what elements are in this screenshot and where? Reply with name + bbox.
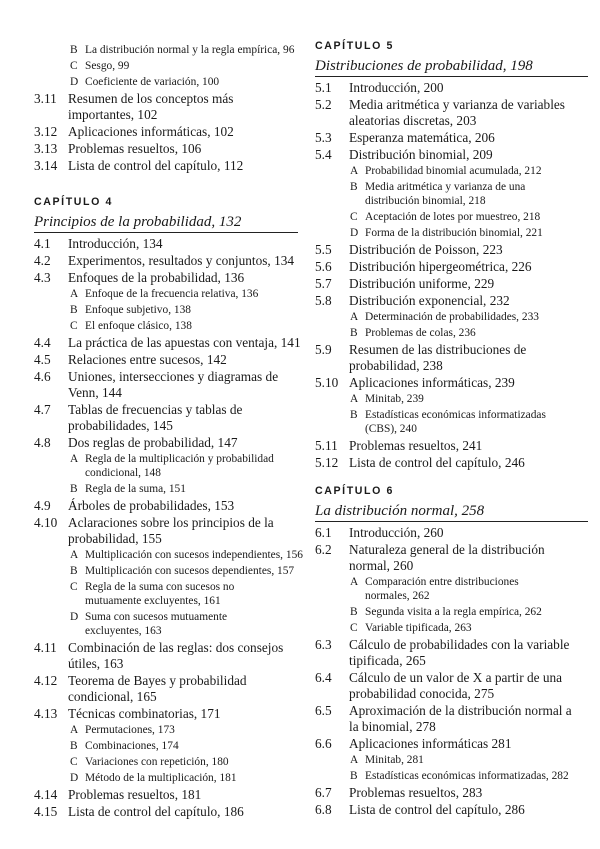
subsection-title: Probabilidad binomial acumulada, 212 — [365, 165, 542, 177]
section-number: 3.12 — [34, 124, 58, 139]
section-title: Experimentos, resultados y conjuntos, 134 — [68, 253, 295, 268]
subsection-title-cont: normales, 262 — [365, 590, 430, 602]
section-title-cont: probabilidad, 238 — [349, 358, 443, 373]
section-number: 6.5 — [315, 703, 332, 718]
section-title: Distribución de Poisson, 223 — [349, 242, 503, 257]
section-number: 5.5 — [315, 242, 332, 257]
subsection-letter: A — [70, 549, 79, 561]
section-number: 4.3 — [34, 270, 51, 285]
subsection-title: Minitab, 281 — [365, 754, 424, 766]
subsection-letter: B — [70, 565, 78, 577]
section-title: Distribución binomial, 209 — [349, 147, 493, 162]
section-number: 4.13 — [34, 706, 58, 721]
section-title-cont: aleatorias discretas, 203 — [349, 113, 477, 128]
subsection-letter: D — [70, 772, 79, 784]
section-title: Aplicaciones informáticas, 102 — [68, 124, 234, 139]
subsection-title: Minitab, 239 — [365, 393, 424, 405]
subsection-letter: B — [350, 327, 358, 339]
subsection-title: Segunda visita a la regla empírica, 262 — [365, 606, 542, 618]
subsection-title: Aceptación de lotes por muestreo, 218 — [365, 211, 541, 223]
section-title: Resumen de los conceptos más — [68, 91, 234, 106]
subsection-title-cont: condicional, 148 — [85, 467, 161, 479]
section-title: Aplicaciones informáticas, 239 — [349, 375, 515, 390]
subsection-title: Enfoque subjetivo, 138 — [85, 304, 191, 316]
section-number: 4.14 — [34, 787, 58, 802]
section-number: 6.2 — [315, 542, 332, 557]
section-title-cont: la binomial, 278 — [349, 719, 436, 734]
section-number: 6.1 — [315, 525, 332, 540]
section-title: Problemas resueltos, 181 — [68, 787, 202, 802]
section-number: 4.10 — [34, 515, 58, 530]
section-title: Relaciones entre sucesos, 142 — [68, 352, 227, 367]
subsection-letter: D — [70, 611, 79, 623]
subsection-title: Forma de la distribución binomial, 221 — [365, 227, 543, 239]
section-number: 5.9 — [315, 342, 332, 357]
subsection-letter: A — [350, 311, 359, 323]
section-number: 4.7 — [34, 402, 51, 417]
section-title: Tablas de frecuencias y tablas de — [68, 402, 243, 417]
section-title: Lista de control del capítulo, 112 — [68, 158, 244, 173]
section-number: 6.8 — [315, 802, 332, 817]
section-number: 4.4 — [34, 335, 51, 350]
subsection-title-cont: distribución binomial, 218 — [365, 195, 486, 207]
section-title-cont: condicional, 165 — [68, 689, 157, 704]
subsection-letter: B — [70, 44, 78, 56]
section-number: 4.9 — [34, 498, 51, 513]
chapter-label: CAPÍTULO 4 — [34, 196, 113, 208]
section-number: 6.3 — [315, 637, 332, 652]
subsection-title-cont: excluyentes, 163 — [85, 625, 162, 637]
section-number: 5.8 — [315, 293, 332, 308]
subsection-title: Comparación entre distribuciones — [365, 576, 519, 588]
section-number: 5.11 — [315, 438, 338, 453]
section-number: 3.11 — [34, 91, 57, 106]
section-title: Aproximación de la distribución normal a — [349, 703, 572, 718]
section-title-cont: probabilidades, 145 — [68, 418, 173, 433]
section-number: 4.6 — [34, 369, 51, 384]
subsection-title: Multiplicación con sucesos dependientes, 157 — [85, 565, 295, 577]
chapter-title: Distribuciones de probabilidad, 198 — [315, 58, 533, 74]
section-title: Cálculo de probabilidades con la variable — [349, 637, 570, 652]
subsection-letter: A — [70, 724, 79, 736]
section-title: Media aritmética y varianza de variables — [349, 97, 565, 112]
subsection-title: Suma con sucesos mutuamente — [85, 611, 228, 623]
chapter-label: CAPÍTULO 6 — [315, 485, 394, 497]
chapter-label: CAPÍTULO 5 — [315, 40, 394, 52]
subsection-title: Regla de la suma, 151 — [85, 483, 186, 495]
section-title: Teorema de Bayes y probabilidad — [68, 673, 247, 688]
chapter-rule — [34, 232, 298, 233]
section-number: 5.10 — [315, 375, 339, 390]
section-number: 6.4 — [315, 670, 332, 685]
subsection-title: Coeficiente de variación, 100 — [85, 76, 220, 88]
section-number: 5.7 — [315, 276, 332, 291]
subsection-letter: D — [70, 76, 79, 88]
subsection-title: Permutaciones, 173 — [85, 724, 175, 736]
subsection-title: Regla de la multiplicación y probabilidad — [85, 453, 274, 465]
subsection-title: Determinación de probabilidades, 233 — [365, 311, 539, 323]
subsection-title: Estadísticas económicas informatizadas, 282 — [365, 770, 569, 782]
section-title: Uniones, intersecciones y diagramas de — [68, 369, 279, 384]
section-title: Problemas resueltos, 106 — [68, 141, 202, 156]
subsection-title: Variaciones con repetición, 180 — [85, 756, 229, 768]
section-title: Resumen de las distribuciones de — [349, 342, 527, 357]
subsection-title: Regla de la suma con sucesos no — [85, 581, 235, 593]
section-title-cont: probabilidad, 155 — [68, 531, 162, 546]
section-title-cont: probabilidad conocida, 275 — [349, 686, 495, 701]
subsection-letter: B — [70, 483, 78, 495]
section-number: 5.6 — [315, 259, 332, 274]
section-number: 4.12 — [34, 673, 58, 688]
subsection-letter: B — [350, 181, 358, 193]
subsection-letter: C — [70, 756, 78, 768]
section-title: Cálculo de un valor de X a partir de una — [349, 670, 563, 685]
subsection-title: Sesgo, 99 — [85, 60, 130, 72]
section-title: Esperanza matemática, 206 — [349, 130, 495, 145]
subsection-title: Combinaciones, 174 — [85, 740, 179, 752]
section-number: 5.1 — [315, 80, 332, 95]
subsection-letter: C — [70, 581, 78, 593]
section-title-cont: normal, 260 — [349, 558, 414, 573]
subsection-letter: C — [350, 622, 358, 634]
subsection-title: Estadísticas económicas informatizadas — [365, 409, 546, 421]
subsection-letter: B — [350, 409, 358, 421]
section-title-cont: Venn, 144 — [68, 385, 122, 400]
subsection-title: Variable tipificada, 263 — [365, 622, 472, 634]
section-number: 4.8 — [34, 435, 51, 450]
section-title-cont: tipificada, 265 — [349, 653, 426, 668]
subsection-letter: A — [70, 453, 79, 465]
section-number: 4.1 — [34, 236, 51, 251]
section-title-cont: importantes, 102 — [68, 107, 158, 122]
subsection-title-cont: mutuamente excluyentes, 161 — [85, 595, 221, 607]
section-number: 5.4 — [315, 147, 332, 162]
subsection-title-cont: (CBS), 240 — [365, 423, 417, 435]
subsection-letter: B — [350, 606, 358, 618]
section-title: Introducción, 134 — [68, 236, 163, 251]
section-title: Aplicaciones informáticas 281 — [349, 736, 512, 751]
subsection-letter: C — [70, 320, 78, 332]
subsection-letter: B — [70, 740, 78, 752]
section-number: 4.5 — [34, 352, 51, 367]
subsection-title: La distribución normal y la regla empírica, 96 — [85, 44, 295, 56]
section-title: Distribución exponencial, 232 — [349, 293, 510, 308]
section-number: 5.12 — [315, 455, 339, 470]
section-title: Introducción, 200 — [349, 80, 444, 95]
subsection-letter: A — [350, 165, 359, 177]
subsection-letter: C — [350, 211, 358, 223]
section-title-cont: útiles, 163 — [68, 656, 124, 671]
section-title: Técnicas combinatorias, 171 — [68, 706, 221, 721]
section-title: Lista de control del capítulo, 186 — [68, 804, 244, 819]
subsection-title: Problemas de colas, 236 — [365, 327, 476, 339]
subsection-letter: A — [350, 393, 359, 405]
section-title: Enfoques de la probabilidad, 136 — [68, 270, 245, 285]
section-title: Problemas resueltos, 241 — [349, 438, 483, 453]
subsection-title: Media aritmética y varianza de una — [365, 181, 526, 193]
subsection-letter: C — [70, 60, 78, 72]
subsection-title: El enfoque clásico, 138 — [85, 320, 192, 332]
section-title: Distribución hipergeométrica, 226 — [349, 259, 532, 274]
chapter-title: Principios de la probabilidad, 132 — [34, 214, 242, 230]
section-title: Naturaleza general de la distribución — [349, 542, 545, 557]
section-title: Lista de control del capítulo, 246 — [349, 455, 525, 470]
section-title: Dos reglas de probabilidad, 147 — [68, 435, 238, 450]
subsection-title: Multiplicación con sucesos independientes, 156 — [85, 549, 303, 561]
chapter-rule — [315, 76, 588, 77]
section-number: 6.6 — [315, 736, 332, 751]
subsection-letter: D — [350, 227, 359, 239]
subsection-letter: B — [350, 770, 358, 782]
subsection-title: Método de la multiplicación, 181 — [85, 772, 237, 784]
subsection-title: Enfoque de la frecuencia relativa, 136 — [85, 288, 259, 300]
subsection-letter: A — [350, 754, 359, 766]
section-title: Lista de control del capítulo, 286 — [349, 802, 525, 817]
chapter-rule — [315, 521, 588, 522]
section-number: 3.13 — [34, 141, 58, 156]
section-number: 5.2 — [315, 97, 332, 112]
section-number: 4.11 — [34, 640, 57, 655]
section-title: Problemas resueltos, 283 — [349, 785, 483, 800]
section-title: Aclaraciones sobre los principios de la — [68, 515, 274, 530]
section-number: 6.7 — [315, 785, 332, 800]
subsection-letter: B — [70, 304, 78, 316]
section-number: 3.14 — [34, 158, 58, 173]
section-title: Distribución uniforme, 229 — [349, 276, 495, 291]
section-title: La práctica de las apuestas con ventaja, 141 — [68, 335, 301, 350]
section-title: Árboles de probabilidades, 153 — [68, 498, 235, 513]
section-title: Combinación de las reglas: dos consejos — [68, 640, 284, 655]
section-number: 4.2 — [34, 253, 51, 268]
section-number: 4.15 — [34, 804, 58, 819]
section-title: Introducción, 260 — [349, 525, 444, 540]
section-number: 5.3 — [315, 130, 332, 145]
subsection-letter: A — [350, 576, 359, 588]
chapter-title: La distribución normal, 258 — [315, 503, 485, 519]
subsection-letter: A — [70, 288, 79, 300]
